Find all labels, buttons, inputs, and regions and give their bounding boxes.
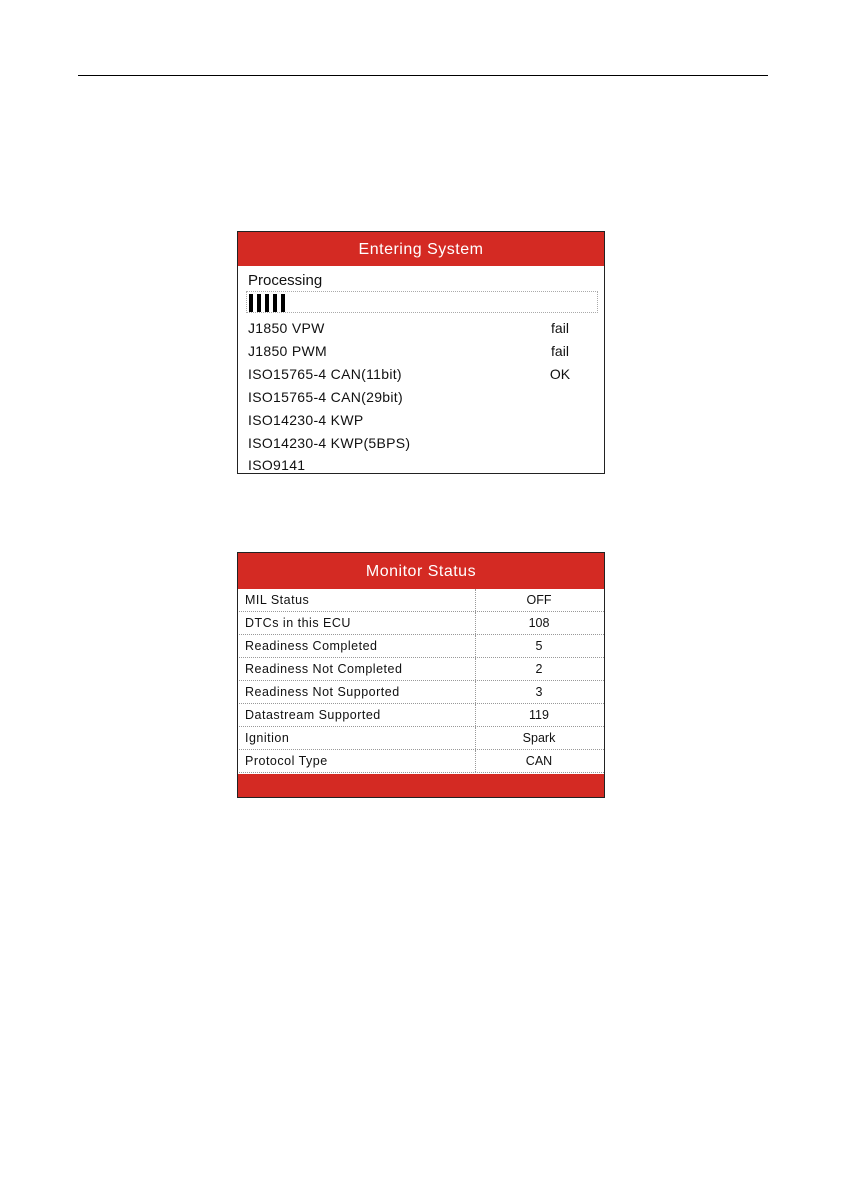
protocol-name: ISO9141 xyxy=(248,457,306,473)
progress-bar xyxy=(246,291,598,313)
progress-segment xyxy=(281,294,285,312)
progress-segment xyxy=(249,294,253,312)
row-label: MIL Status xyxy=(245,593,310,607)
progress-segment xyxy=(265,294,269,312)
protocol-name: ISO15765-4 CAN(29bit) xyxy=(248,389,403,405)
protocol-status: fail xyxy=(551,320,569,336)
table-row xyxy=(239,704,604,727)
progress-segment xyxy=(273,294,277,312)
protocol-name: ISO14230-4 KWP xyxy=(248,412,364,428)
table-row xyxy=(239,750,604,773)
protocol-row xyxy=(248,343,588,365)
protocol-row xyxy=(248,457,588,479)
protocol-name: ISO14230-4 KWP(5BPS) xyxy=(248,435,411,451)
row-value: OFF xyxy=(526,593,552,607)
protocol-status: OK xyxy=(549,366,571,382)
table-row xyxy=(239,612,604,635)
protocol-name: J1850 VPW xyxy=(248,320,325,336)
row-value: 3 xyxy=(535,685,543,699)
page-header-rule xyxy=(78,75,768,76)
row-value: CAN xyxy=(525,754,553,768)
row-label: Ignition xyxy=(245,731,290,745)
protocol-row xyxy=(248,435,588,457)
processing-label: Processing xyxy=(248,272,323,289)
row-label: DTCs in this ECU xyxy=(245,616,351,630)
row-value: 108 xyxy=(528,616,550,630)
entering-system-title: Entering System xyxy=(238,232,604,266)
row-label: Readiness Not Completed xyxy=(245,662,403,676)
row-value: 2 xyxy=(535,662,543,676)
protocol-name: J1850 PWM xyxy=(248,343,327,359)
entering-system-screen xyxy=(237,231,605,474)
progress-segment xyxy=(257,294,261,312)
protocol-row xyxy=(248,389,588,411)
row-value: Spark xyxy=(522,731,556,745)
row-label: Datastream Supported xyxy=(245,708,381,722)
footer-bar xyxy=(238,774,604,797)
monitor-status-title: Monitor Status xyxy=(238,553,604,589)
protocol-row xyxy=(248,412,588,434)
row-value: 5 xyxy=(535,639,543,653)
protocol-name: ISO15765-4 CAN(11bit) xyxy=(248,366,402,382)
table-row xyxy=(239,658,604,681)
monitor-status-table xyxy=(239,589,604,773)
protocol-row xyxy=(248,320,588,342)
row-label: Protocol Type xyxy=(245,754,328,768)
table-row xyxy=(239,681,604,704)
protocol-row xyxy=(248,366,588,388)
monitor-status-screen xyxy=(237,552,605,798)
table-row xyxy=(239,635,604,658)
protocol-status: fail xyxy=(551,343,569,359)
row-value: 119 xyxy=(529,708,549,722)
table-row xyxy=(239,589,604,612)
row-label: Readiness Not Supported xyxy=(245,685,400,699)
table-row xyxy=(239,727,604,750)
row-label: Readiness Completed xyxy=(245,639,378,653)
